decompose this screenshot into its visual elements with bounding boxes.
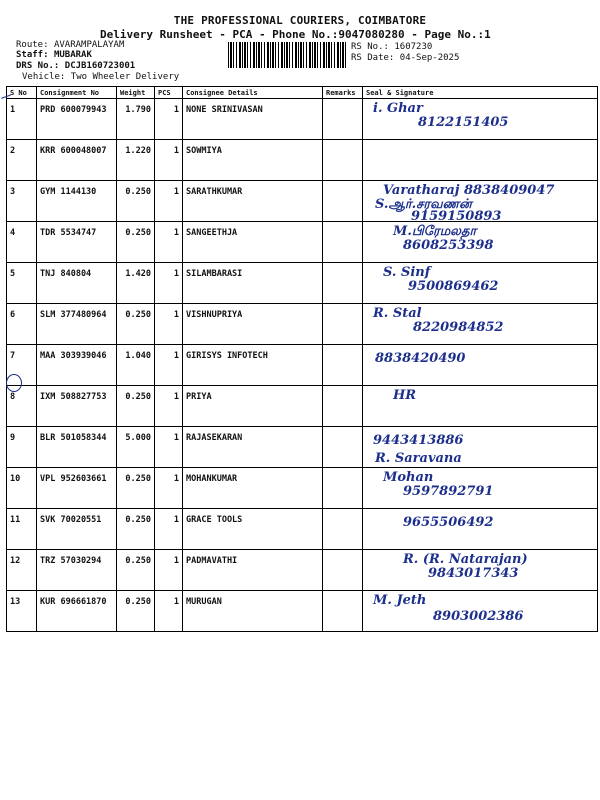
row-consignee: GIRISYS INFOTECH bbox=[183, 345, 323, 386]
row-remarks bbox=[323, 181, 363, 222]
row-pcs: 1 bbox=[155, 591, 183, 632]
row-consignment: MAA 303939046 bbox=[37, 345, 117, 386]
table-row bbox=[7, 304, 598, 345]
company-title: THE PROFESSIONAL COURIERS, COIMBATORE bbox=[173, 14, 427, 27]
runsheet-subtitle: Delivery Runsheet - PCA - Phone No.:9047080280 - Page No.:1 bbox=[100, 28, 491, 41]
table-row bbox=[7, 222, 598, 263]
row-sno: 6 bbox=[7, 304, 37, 345]
row-pcs: 1 bbox=[155, 304, 183, 345]
row-consignee: MOHANKUMAR bbox=[183, 468, 323, 509]
signature-handwriting: Varatharaj 8838409047 bbox=[383, 183, 555, 198]
row-signature bbox=[363, 427, 598, 468]
vehicle-value: Two Wheeler Delivery bbox=[70, 72, 180, 82]
signature-handwriting: 9159150893 bbox=[411, 209, 502, 222]
route-value: AVARAMPALAYAM bbox=[53, 40, 125, 50]
signature-handwriting: HR bbox=[393, 388, 417, 403]
header-consignee: Consignee Details bbox=[183, 87, 323, 99]
row-sno: 1 bbox=[7, 99, 37, 140]
route-line: Route: AVARAMPALAYAM bbox=[16, 40, 125, 50]
row-weight: 1.790 bbox=[117, 99, 155, 140]
row-weight: 0.250 bbox=[117, 550, 155, 591]
row-signature bbox=[363, 550, 598, 591]
table-row bbox=[7, 140, 598, 181]
row-consignment: PRD 600079943 bbox=[37, 99, 117, 140]
row-weight: 1.220 bbox=[117, 140, 155, 181]
row-consignment: GYM 1144130 bbox=[37, 181, 117, 222]
row-weight: 0.250 bbox=[117, 181, 155, 222]
row-consignee: GRACE TOOLS bbox=[183, 509, 323, 550]
table-row bbox=[7, 468, 598, 509]
row-remarks bbox=[323, 304, 363, 345]
row-remarks bbox=[323, 509, 363, 550]
row-sno: 11 bbox=[7, 509, 37, 550]
signature-handwriting: 9655506492 bbox=[403, 515, 494, 530]
row-sno: 10 bbox=[7, 468, 37, 509]
row-signature bbox=[363, 468, 598, 509]
row-signature bbox=[363, 386, 598, 427]
row-pcs: 1 bbox=[155, 140, 183, 181]
row-consignee: NONE SRINIVASAN bbox=[183, 99, 323, 140]
row-signature bbox=[363, 222, 598, 263]
row-consignee: SARATHKUMAR bbox=[183, 181, 323, 222]
row-weight: 0.250 bbox=[117, 468, 155, 509]
signature-handwriting: R. (R. Natarajan) bbox=[403, 552, 528, 567]
row-consignee: PRIYA bbox=[183, 386, 323, 427]
row-consignment: SLM 377480964 bbox=[37, 304, 117, 345]
table-header bbox=[7, 87, 598, 99]
row-remarks bbox=[323, 140, 363, 181]
row-remarks bbox=[323, 345, 363, 386]
row-consignee: SOWMIYA bbox=[183, 140, 323, 181]
row-remarks bbox=[323, 263, 363, 304]
row-signature bbox=[363, 304, 598, 345]
circle-mark bbox=[6, 374, 22, 392]
row-signature bbox=[363, 345, 598, 386]
row-signature bbox=[363, 263, 598, 304]
row-pcs: 1 bbox=[155, 345, 183, 386]
row-pcs: 1 bbox=[155, 263, 183, 304]
header-weight: Weight bbox=[117, 87, 155, 99]
vehicle-line: Vehicle: Two Wheeler Delivery bbox=[22, 72, 180, 82]
row-consignee: SILAMBARASI bbox=[183, 263, 323, 304]
row-consignment: TNJ 840804 bbox=[37, 263, 117, 304]
row-sno: 12 bbox=[7, 550, 37, 591]
drs-value: DCJB160723001 bbox=[64, 61, 136, 71]
row-remarks bbox=[323, 427, 363, 468]
row-sno: 7 bbox=[7, 345, 37, 386]
row-signature bbox=[363, 140, 598, 181]
table-row bbox=[7, 591, 598, 632]
signature-handwriting: 9843017343 bbox=[428, 566, 519, 581]
row-consignee: PADMAVATHI bbox=[183, 550, 323, 591]
row-weight: 0.250 bbox=[117, 591, 155, 632]
table-row bbox=[7, 550, 598, 591]
row-signature bbox=[363, 99, 598, 140]
row-sno: 4 bbox=[7, 222, 37, 263]
signature-handwriting: 8608253398 bbox=[403, 238, 494, 253]
rs-no-line: RS No.: 1607230 bbox=[351, 42, 433, 52]
rs-date-line: RS Date: 04-Sep-2025 bbox=[351, 53, 460, 63]
header-signature: Seal & Signature bbox=[363, 87, 598, 99]
signature-handwriting: i. Ghar bbox=[373, 101, 423, 116]
row-signature bbox=[363, 509, 598, 550]
signature-handwriting: 8838420490 bbox=[375, 351, 466, 366]
signature-handwriting: 8122151405 bbox=[418, 115, 509, 130]
row-pcs: 1 bbox=[155, 181, 183, 222]
header-consignment: Consignment No bbox=[37, 87, 117, 99]
signature-handwriting: S.ஆர்.சரவணன் bbox=[375, 197, 472, 212]
table-row bbox=[7, 263, 598, 304]
rs-no-value: 1607230 bbox=[394, 42, 433, 52]
row-remarks bbox=[323, 222, 363, 263]
row-signature bbox=[363, 181, 598, 222]
row-pcs: 1 bbox=[155, 468, 183, 509]
table-row bbox=[7, 181, 598, 222]
signature-handwriting: R. Stal bbox=[373, 306, 422, 321]
row-consignment: KUR 696661870 bbox=[37, 591, 117, 632]
row-remarks bbox=[323, 468, 363, 509]
row-consignee: RAJASEKARAN bbox=[183, 427, 323, 468]
row-sno: 3 bbox=[7, 181, 37, 222]
signature-handwriting: 8220984852 bbox=[413, 320, 504, 335]
header-sno: S No bbox=[7, 87, 37, 99]
staff-value: MUBARAK bbox=[53, 50, 92, 60]
row-weight: 1.040 bbox=[117, 345, 155, 386]
row-pcs: 1 bbox=[155, 386, 183, 427]
row-sno: 9 bbox=[7, 427, 37, 468]
row-pcs: 1 bbox=[155, 99, 183, 140]
signature-handwriting: 8903002386 bbox=[433, 609, 524, 624]
row-sno: 5 bbox=[7, 263, 37, 304]
row-pcs: 1 bbox=[155, 222, 183, 263]
signature-handwriting: M. Jeth bbox=[373, 593, 427, 608]
signature-handwriting: 9443413886 bbox=[373, 433, 464, 448]
row-consignment: KRR 600048007 bbox=[37, 140, 117, 181]
row-sno: 13 bbox=[7, 591, 37, 632]
rs-date-value: 04-Sep-2025 bbox=[399, 53, 460, 63]
row-weight: 0.250 bbox=[117, 222, 155, 263]
runsheet-table bbox=[6, 86, 598, 632]
signature-handwriting: M.பிரேமலதா bbox=[393, 224, 477, 239]
row-consignment: VPL 952603661 bbox=[37, 468, 117, 509]
signature-handwriting: S. Sinf bbox=[383, 265, 431, 280]
row-consignee: MURUGAN bbox=[183, 591, 323, 632]
row-signature bbox=[363, 591, 598, 632]
header-remarks: Remarks bbox=[323, 87, 363, 99]
row-consignment: IXM 508827753 bbox=[37, 386, 117, 427]
row-pcs: 1 bbox=[155, 509, 183, 550]
staff-line: Staff: MUBARAK bbox=[16, 50, 92, 60]
row-remarks bbox=[323, 386, 363, 427]
row-remarks bbox=[323, 550, 363, 591]
header-pcs: PCS bbox=[155, 87, 183, 99]
row-remarks bbox=[323, 591, 363, 632]
drs-line: DRS No.: DCJB160723001 bbox=[16, 61, 136, 71]
row-consignment: BLR 501058344 bbox=[37, 427, 117, 468]
signature-handwriting: 9500869462 bbox=[408, 279, 499, 294]
barcode-image bbox=[228, 42, 348, 68]
table-row bbox=[7, 386, 598, 427]
table-row bbox=[7, 427, 598, 468]
row-consignment: TRZ 57030294 bbox=[37, 550, 117, 591]
table-row bbox=[7, 99, 598, 140]
row-remarks bbox=[323, 99, 363, 140]
row-sno: 2 bbox=[7, 140, 37, 181]
row-pcs: 1 bbox=[155, 427, 183, 468]
signature-handwriting: 9597892791 bbox=[403, 484, 494, 499]
row-consignment: SVK 70020551 bbox=[37, 509, 117, 550]
row-weight: 0.250 bbox=[117, 304, 155, 345]
row-weight: 5.000 bbox=[117, 427, 155, 468]
table-body bbox=[7, 99, 598, 632]
row-consignee: VISHNUPRIYA bbox=[183, 304, 323, 345]
signature-handwriting: R. Saravana bbox=[375, 451, 462, 466]
row-consignment: TDR 5534747 bbox=[37, 222, 117, 263]
row-weight: 0.250 bbox=[117, 509, 155, 550]
table-row bbox=[7, 509, 598, 550]
row-pcs: 1 bbox=[155, 550, 183, 591]
row-weight: 0.250 bbox=[117, 386, 155, 427]
signature-handwriting: Mohan bbox=[383, 470, 434, 485]
row-consignee: SANGEETHJA bbox=[183, 222, 323, 263]
row-weight: 1.420 bbox=[117, 263, 155, 304]
table-row bbox=[7, 345, 598, 386]
row-sno: 8 bbox=[7, 386, 37, 427]
